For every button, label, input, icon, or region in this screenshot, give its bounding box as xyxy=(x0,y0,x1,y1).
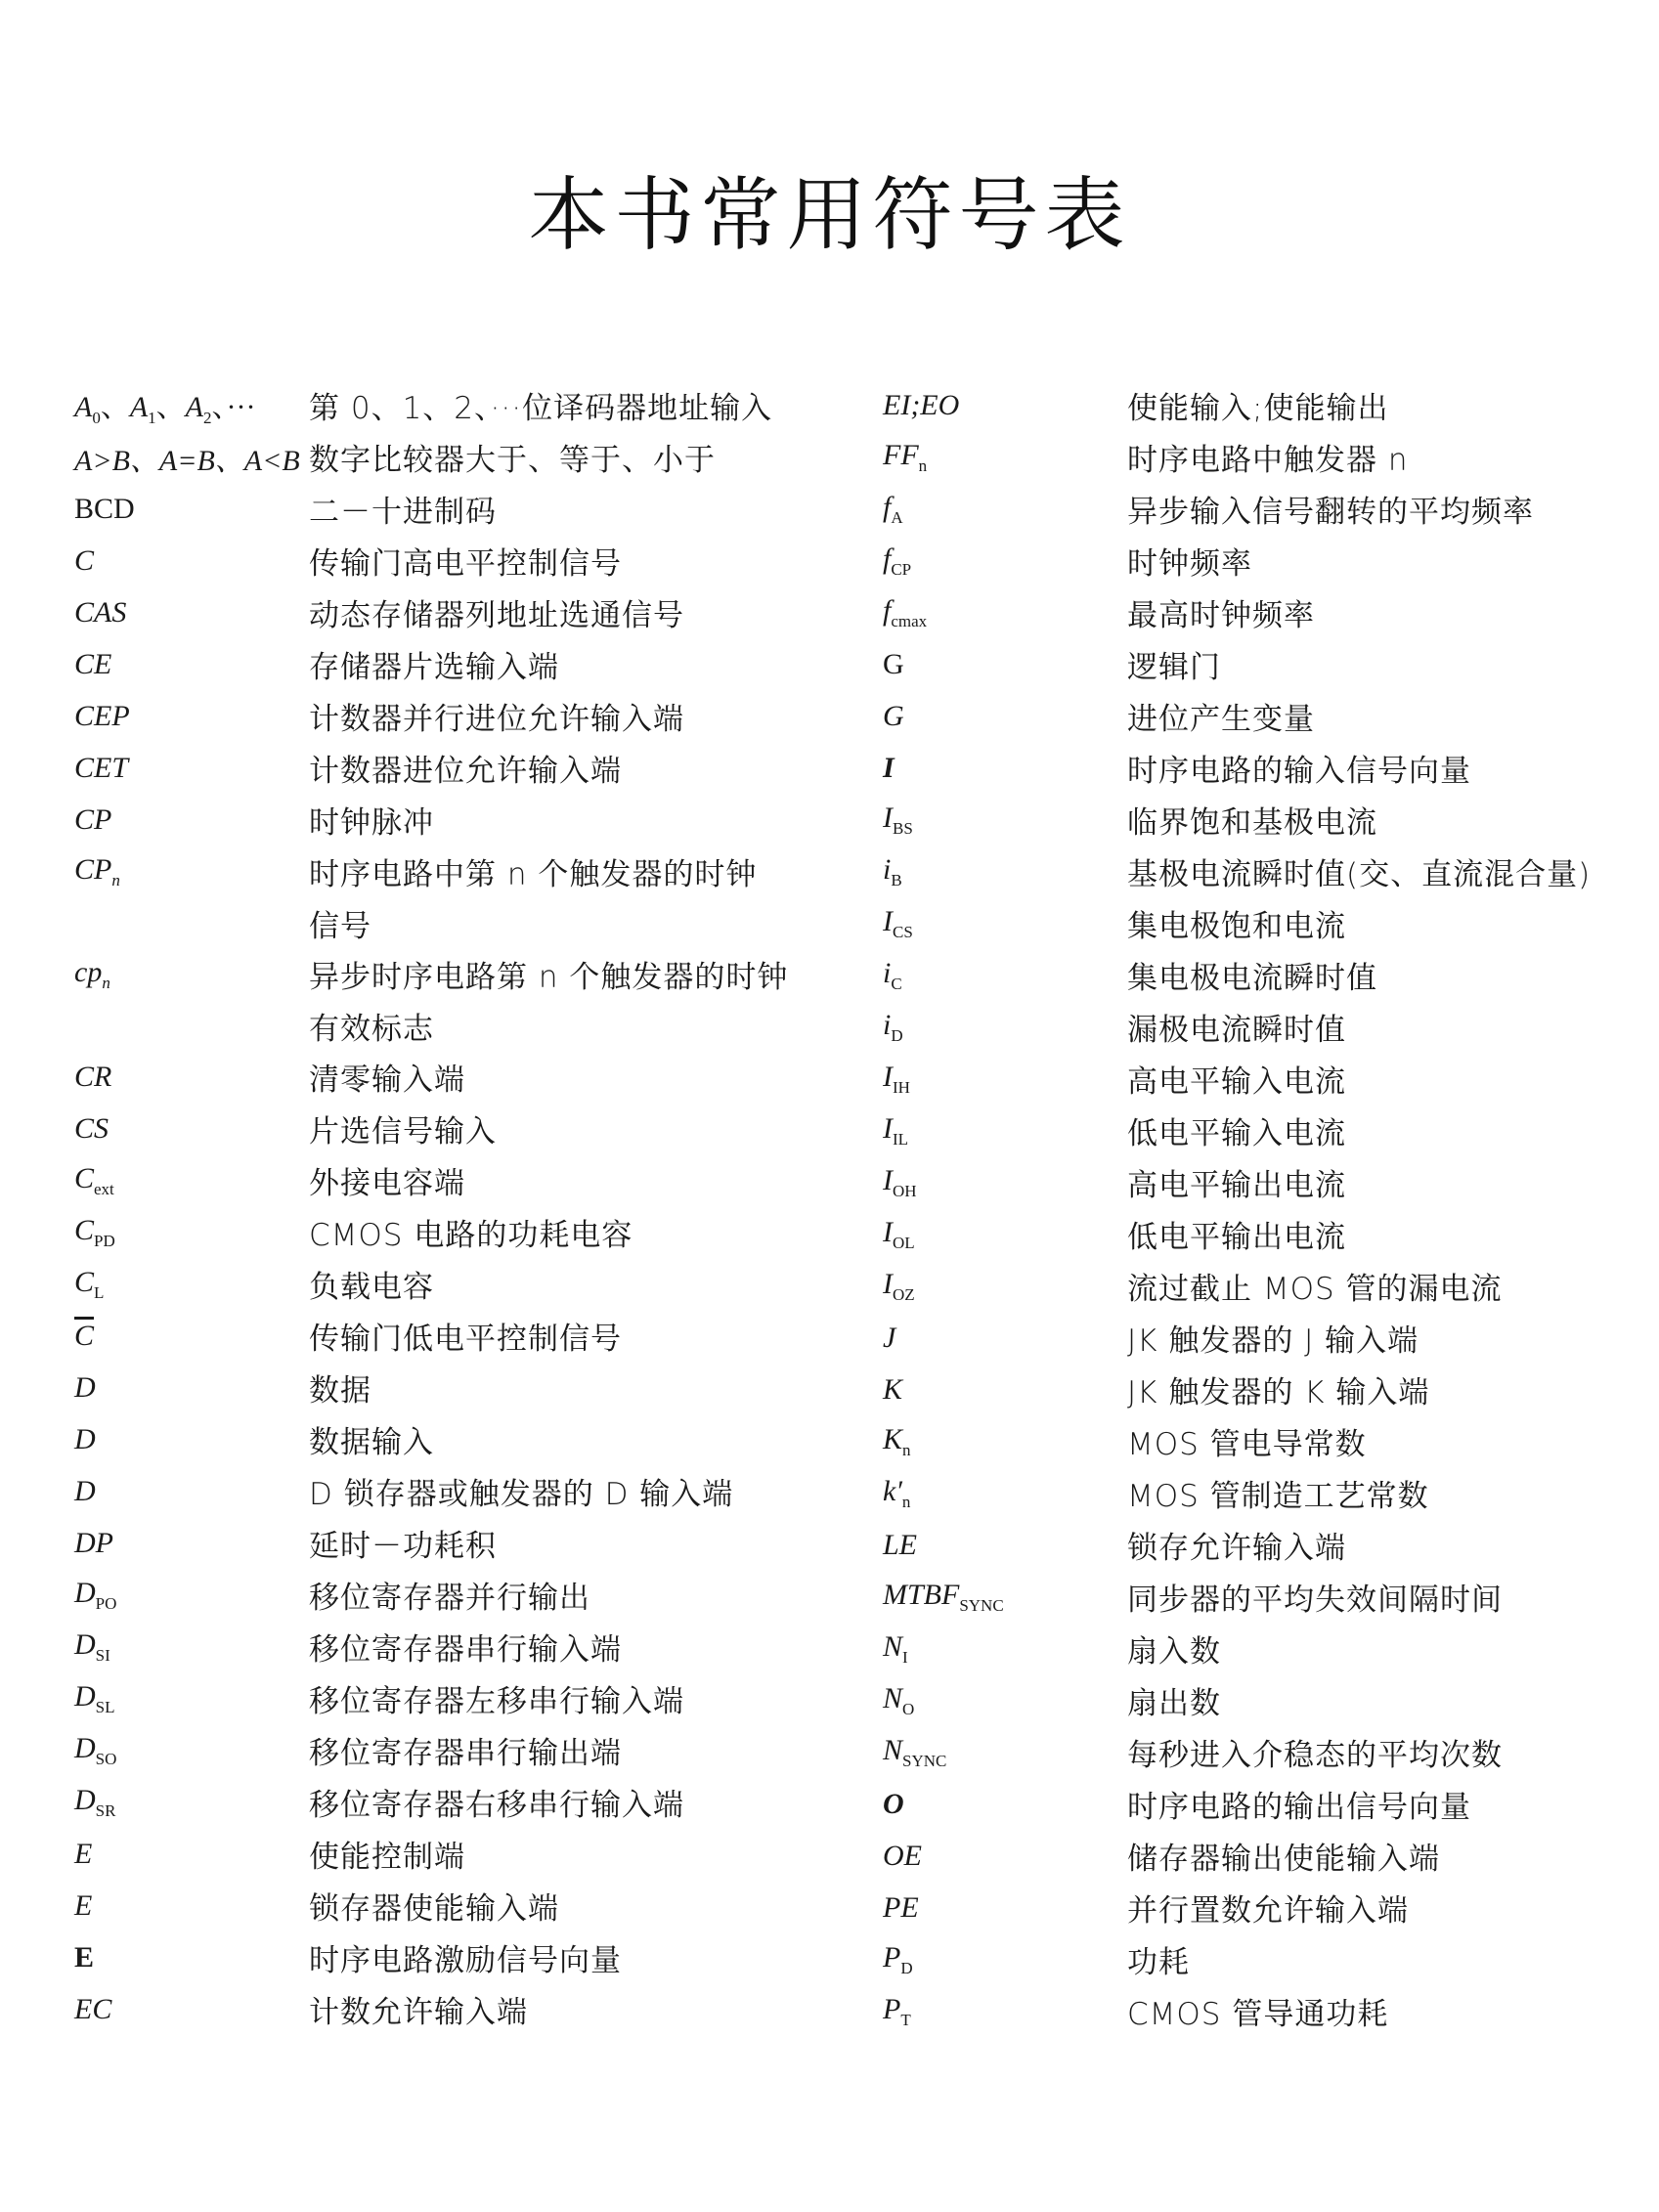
symbol xyxy=(74,1941,309,1974)
symbol xyxy=(74,1061,309,1094)
symbol-subscript: D xyxy=(900,1958,913,1977)
symbol-row xyxy=(74,1154,856,1206)
symbol-part: E xyxy=(74,1837,93,1870)
symbol xyxy=(74,803,309,837)
symbol-row xyxy=(74,638,856,690)
symbol-description: 移位寄存器左移串行输入端 xyxy=(309,1684,684,1719)
symbol-row xyxy=(74,1983,856,2035)
symbol-part: FF xyxy=(883,438,919,471)
symbol-description: 数字比较器大于、等于、小于 xyxy=(309,443,716,478)
symbol-description: 时序电路中触发器 n xyxy=(1127,443,1409,478)
symbol-row xyxy=(883,483,1655,535)
symbol xyxy=(883,1579,1127,1616)
symbol-row xyxy=(883,1674,1655,1726)
symbol-row xyxy=(74,1413,856,1465)
symbol-row xyxy=(883,949,1655,1001)
symbol-part: CE xyxy=(74,647,112,680)
symbol xyxy=(883,1891,1127,1925)
symbol-row xyxy=(74,1776,856,1828)
symbol-subscript: SI xyxy=(95,1645,110,1665)
symbol-description: 扇出数 xyxy=(1127,1686,1221,1721)
symbol-subscript: SYNC xyxy=(959,1595,1004,1615)
symbol-part: E xyxy=(74,1888,93,1922)
symbol-subscript: n xyxy=(918,455,928,475)
symbol-row xyxy=(74,1000,856,1051)
symbol-part: cp xyxy=(74,955,103,988)
symbol-part: I xyxy=(883,1215,893,1248)
symbol xyxy=(883,1112,1127,1149)
symbol-subscript: n xyxy=(901,1492,911,1511)
symbol-row xyxy=(74,1258,856,1310)
symbol xyxy=(883,1322,1127,1355)
symbol-description: MOS 管电导常数 xyxy=(1127,1427,1367,1462)
symbol-row xyxy=(74,1931,856,1983)
symbol-row xyxy=(883,1001,1655,1053)
symbol-description: 移位寄存器并行输出 xyxy=(309,1581,590,1616)
symbol-part: CR xyxy=(74,1060,112,1093)
symbol xyxy=(883,491,1127,528)
symbol xyxy=(883,957,1127,994)
symbol-part: C xyxy=(74,543,95,577)
symbol-description: 片选信号输入 xyxy=(309,1114,497,1149)
symbol-subscript: A xyxy=(891,507,903,527)
symbol-row xyxy=(883,535,1655,586)
symbol-part: K xyxy=(883,1422,903,1455)
symbol-part: D xyxy=(74,1679,96,1713)
symbol xyxy=(883,1373,1127,1407)
symbol xyxy=(883,1009,1127,1046)
symbol-part: G xyxy=(883,647,904,680)
symbol-description: 第 0、1、2、···位译码器地址输入 xyxy=(309,391,773,426)
symbol-description: 使能输入;使能输出 xyxy=(1127,391,1389,426)
symbol-subscript: n xyxy=(102,973,110,992)
symbol-description: 时序电路激励信号向量 xyxy=(309,1943,622,1978)
symbol-description: 漏极电流瞬时值 xyxy=(1127,1013,1346,1048)
symbol-description: 移位寄存器串行输出端 xyxy=(309,1736,622,1771)
symbol-row xyxy=(74,690,856,742)
symbol-subscript: SL xyxy=(95,1697,115,1716)
symbol-row xyxy=(883,1105,1655,1156)
symbol-part: I xyxy=(883,1111,893,1145)
symbol-subscript: SR xyxy=(95,1800,116,1820)
symbol-description: 逻辑门 xyxy=(1127,650,1221,685)
symbol-subscript: OZ xyxy=(893,1284,915,1304)
symbol-part: I xyxy=(883,904,893,937)
symbol-subscript: IL xyxy=(893,1129,909,1149)
symbol-subscript: B xyxy=(891,870,902,889)
symbol xyxy=(883,1529,1127,1562)
symbol-row xyxy=(883,1260,1655,1312)
symbol xyxy=(883,1788,1127,1821)
symbol-row xyxy=(74,1880,856,1931)
symbol-list-right xyxy=(883,379,1655,2037)
symbol-part: CP xyxy=(74,852,112,886)
symbol-row xyxy=(74,483,856,535)
symbol xyxy=(883,1630,1127,1668)
symbol-part: I xyxy=(883,801,893,834)
symbol xyxy=(74,1475,309,1508)
symbol-row xyxy=(883,379,1655,431)
symbol-part: A xyxy=(129,391,149,423)
symbol-part: CAS xyxy=(74,595,127,629)
symbol-part: EI;EO xyxy=(883,388,960,421)
symbol-description: 流过截止 MOS 管的漏电流 xyxy=(1127,1272,1503,1307)
symbol-description: 数据输入 xyxy=(309,1425,434,1460)
symbol xyxy=(883,700,1127,733)
symbol xyxy=(74,1993,309,2026)
symbol xyxy=(74,752,309,785)
symbol-subscript: L xyxy=(94,1282,105,1302)
symbol-part: D xyxy=(74,1783,96,1816)
symbol xyxy=(883,1268,1127,1305)
symbol xyxy=(883,1993,1127,2030)
symbol xyxy=(74,853,309,890)
symbol-row xyxy=(883,794,1655,846)
symbol-part: C xyxy=(74,1213,95,1246)
symbol-part: N xyxy=(883,1681,903,1714)
symbol-subscript: PO xyxy=(95,1593,117,1613)
symbol-description: CMOS 电路的功耗电容 xyxy=(309,1218,633,1253)
symbol-description: 计数允许输入端 xyxy=(309,1995,528,2030)
symbol-subscript: 0 xyxy=(92,409,101,427)
symbol-part: BCD xyxy=(74,492,135,525)
symbol-part: N xyxy=(883,1629,903,1663)
symbol-row xyxy=(74,1621,856,1672)
symbol-row xyxy=(74,431,856,483)
symbol-row xyxy=(74,1569,856,1621)
symbol-part: P xyxy=(883,1992,901,2025)
symbol-description: 时序电路的输入信号向量 xyxy=(1127,754,1471,789)
symbol-description: 传输门高电平控制信号 xyxy=(309,546,622,582)
symbol-row xyxy=(883,586,1655,638)
symbol-row xyxy=(883,1519,1655,1571)
symbol-row xyxy=(883,1156,1655,1208)
symbol-part: DP xyxy=(74,1526,113,1559)
symbol xyxy=(74,1784,309,1821)
symbol xyxy=(883,802,1127,839)
symbol-row xyxy=(883,1778,1655,1830)
symbol-description: 异步时序电路第 n 个触发器的时钟 xyxy=(309,960,789,995)
symbol-row xyxy=(74,1828,856,1880)
symbol xyxy=(883,1682,1127,1719)
symbol-description: 信号 xyxy=(309,908,371,944)
symbol-row xyxy=(74,1206,856,1258)
symbol-part: D xyxy=(74,1627,96,1661)
symbol xyxy=(883,439,1127,476)
symbol xyxy=(74,1112,309,1146)
symbol-row xyxy=(883,1208,1655,1260)
symbol xyxy=(74,1680,309,1717)
symbol-part: J xyxy=(883,1321,896,1354)
symbol-part: CS xyxy=(74,1111,109,1145)
symbol-description: JK 触发器的 K 输入端 xyxy=(1127,1375,1430,1410)
symbol-row xyxy=(883,690,1655,742)
symbol-description: 同步器的平均失效间隔时间 xyxy=(1127,1583,1503,1618)
symbol-part: OE xyxy=(883,1839,922,1872)
symbol-description: 进位产生变量 xyxy=(1127,702,1315,737)
symbol-row xyxy=(74,379,856,431)
symbol-description: 移位寄存器串行输入端 xyxy=(309,1632,622,1668)
symbol-row xyxy=(74,535,856,586)
symbol-row xyxy=(883,1623,1655,1674)
symbol xyxy=(883,1164,1127,1201)
symbol-description: 计数器进位允许输入端 xyxy=(309,754,622,789)
symbol-part: I xyxy=(883,1267,893,1300)
symbol-description: 扇入数 xyxy=(1127,1634,1221,1670)
symbol-description: MOS 管制造工艺常数 xyxy=(1127,1479,1429,1514)
symbol-part: A>B、A=B、A<B xyxy=(74,444,300,477)
symbol xyxy=(883,1840,1127,1873)
symbol-description: 并行置数允许输入端 xyxy=(1127,1893,1409,1929)
symbol xyxy=(74,436,309,479)
symbol xyxy=(74,1628,309,1666)
symbol-row xyxy=(74,1517,856,1569)
symbol-part: P xyxy=(883,1940,901,1973)
symbol-description: 高电平输出电流 xyxy=(1127,1168,1346,1203)
symbol-description: 锁存器使能输入端 xyxy=(309,1891,559,1927)
symbol-part: K xyxy=(883,1372,903,1406)
symbol xyxy=(74,1214,309,1251)
symbol xyxy=(883,648,1127,681)
symbol-description: 基极电流瞬时值(交、直流混合量) xyxy=(1127,857,1592,892)
symbol-subscript: OH xyxy=(893,1181,917,1200)
symbol-row xyxy=(883,638,1655,690)
symbol-row xyxy=(883,1571,1655,1623)
symbol-description: 集电极电流瞬时值 xyxy=(1127,961,1377,996)
symbol-description: 存储器片选输入端 xyxy=(309,650,559,685)
symbol xyxy=(883,542,1127,580)
symbol-row xyxy=(74,1051,856,1103)
symbol-part: CET xyxy=(74,751,129,784)
symbol-subscript: D xyxy=(891,1025,903,1045)
symbol-description: JK 触发器的 J 输入端 xyxy=(1127,1323,1419,1359)
symbol-row xyxy=(883,1726,1655,1778)
symbol-description: 清零输入端 xyxy=(309,1063,465,1098)
symbol xyxy=(74,596,309,629)
symbol-description: 集电极饱和电流 xyxy=(1127,909,1346,944)
symbol-row xyxy=(74,1362,856,1413)
symbol-description: 移位寄存器右移串行输入端 xyxy=(309,1788,684,1823)
symbol-part: CEP xyxy=(74,699,130,732)
symbol-description: 负载电容 xyxy=(309,1270,434,1305)
symbol xyxy=(74,544,309,578)
symbol-part: i xyxy=(883,1008,892,1041)
symbol xyxy=(74,1266,309,1303)
symbol-part: 、 xyxy=(155,391,186,423)
symbol-description: 低电平输入电流 xyxy=(1127,1116,1346,1151)
symbol-list-left xyxy=(74,379,856,2035)
symbol-row xyxy=(883,1467,1655,1519)
symbol xyxy=(74,1423,309,1456)
symbol-part: N xyxy=(883,1733,903,1766)
symbol xyxy=(74,1371,309,1405)
symbol xyxy=(74,1162,309,1199)
symbol xyxy=(883,853,1127,890)
symbol xyxy=(74,700,309,733)
symbol-subscript: SO xyxy=(95,1749,117,1768)
symbol-description: CMOS 管导通功耗 xyxy=(1127,1997,1389,2032)
symbol-row xyxy=(883,897,1655,949)
symbol xyxy=(883,1216,1127,1253)
symbol-part: 、··· xyxy=(211,391,256,423)
symbol-description: 异步输入信号翻转的平均频率 xyxy=(1127,495,1534,530)
symbol-subscript: I xyxy=(902,1647,908,1667)
symbol-row xyxy=(74,1724,856,1776)
symbol xyxy=(74,1732,309,1769)
symbol-part: D xyxy=(74,1422,96,1455)
symbol-part: LE xyxy=(883,1528,918,1561)
symbol-part: C xyxy=(74,1265,95,1298)
symbol-row xyxy=(74,1103,856,1154)
symbol-subscript: CS xyxy=(893,922,913,941)
symbol-subscript: PD xyxy=(94,1231,115,1250)
symbol-part: A xyxy=(185,391,203,423)
symbol xyxy=(74,1889,309,1923)
symbol-part: G xyxy=(883,699,904,732)
symbol-row xyxy=(74,794,856,846)
symbol xyxy=(883,1734,1127,1771)
symbol-part: f xyxy=(883,490,892,523)
symbol-row xyxy=(883,1933,1655,1985)
symbol-description: 最高时钟频率 xyxy=(1127,598,1315,633)
symbol xyxy=(883,1423,1127,1460)
symbol-row xyxy=(74,948,856,1000)
symbol xyxy=(883,389,1127,422)
symbol-subscript: CP xyxy=(891,559,912,579)
symbol-description: 高电平输入电流 xyxy=(1127,1064,1346,1100)
symbol-row xyxy=(883,1882,1655,1933)
symbol-subscript: OL xyxy=(893,1233,915,1252)
symbol xyxy=(74,648,309,681)
symbol-subscript: C xyxy=(891,974,902,993)
symbol xyxy=(883,594,1127,631)
symbol xyxy=(74,493,309,526)
symbol-description: 有效标志 xyxy=(309,1011,434,1047)
symbol-part: CP xyxy=(74,802,112,836)
symbol xyxy=(74,1320,309,1353)
symbol-description: 每秒进入介稳态的平均次数 xyxy=(1127,1738,1503,1773)
symbol-row xyxy=(74,1465,856,1517)
symbol-description: 时钟频率 xyxy=(1127,546,1252,582)
symbol-part: $\overline{C}$ xyxy=(74,1319,95,1352)
symbol-part: f xyxy=(883,593,892,627)
symbol-description: 时序电路的输出信号向量 xyxy=(1127,1790,1471,1825)
symbol-row xyxy=(883,1364,1655,1415)
symbol xyxy=(74,956,309,993)
symbol-row xyxy=(74,742,856,794)
symbol-subscript: n xyxy=(902,1440,911,1459)
symbol-part: A xyxy=(74,391,93,423)
symbol-part: f xyxy=(883,542,892,575)
symbol-subscript: T xyxy=(900,2010,911,2029)
symbol-row xyxy=(883,1415,1655,1467)
symbol-row xyxy=(883,1053,1655,1105)
symbol-description: 二－十进制码 xyxy=(309,495,497,530)
symbol-row xyxy=(883,1312,1655,1364)
symbol-part: MTBF xyxy=(883,1578,960,1611)
symbol-part: i xyxy=(883,852,892,886)
symbol-part: I xyxy=(883,1163,893,1196)
page-title: 本书常用符号表 xyxy=(528,169,1131,262)
symbol-row xyxy=(74,586,856,638)
symbol xyxy=(74,1577,309,1614)
symbol-row xyxy=(74,897,856,948)
symbol-subscript: IH xyxy=(893,1077,910,1097)
symbol-part: O xyxy=(883,1787,904,1820)
symbol-subscript: 1 xyxy=(148,409,156,427)
symbol-part: k′ xyxy=(883,1474,902,1507)
symbol-subscript: SYNC xyxy=(902,1751,947,1770)
symbol-description: 临界饱和基极电流 xyxy=(1127,805,1377,841)
symbol-part: D xyxy=(74,1576,96,1609)
symbol-row xyxy=(883,846,1655,897)
symbol-description: 锁存允许输入端 xyxy=(1127,1531,1346,1566)
symbol-part: C xyxy=(74,1161,95,1194)
symbol-description: 外接电容端 xyxy=(309,1166,465,1201)
symbol-row xyxy=(883,742,1655,794)
symbol-part: I xyxy=(883,751,895,784)
symbol-row xyxy=(883,1985,1655,2037)
symbol xyxy=(883,1475,1127,1512)
symbol-description: 动态存储器列地址选通信号 xyxy=(309,598,684,633)
symbol-subscript: n xyxy=(111,870,120,889)
symbol-description: 储存器输出使能输入端 xyxy=(1127,1842,1440,1877)
symbol-row xyxy=(74,846,856,897)
symbol-part: 、 xyxy=(100,391,130,423)
symbol-subscript: cmax xyxy=(891,611,928,630)
symbol xyxy=(74,1527,309,1560)
symbol-subscript: BS xyxy=(893,818,913,838)
symbol-subscript: 2 xyxy=(202,409,212,427)
symbol xyxy=(883,752,1127,785)
symbol-part: E xyxy=(74,1940,95,1973)
symbol-row xyxy=(883,1830,1655,1882)
symbol-part: EC xyxy=(74,1992,112,2025)
symbol xyxy=(883,1941,1127,1978)
symbol xyxy=(883,905,1127,942)
symbol-description: D 锁存器或触发器的 D 输入端 xyxy=(309,1477,734,1512)
symbol-description: 功耗 xyxy=(1127,1945,1190,1980)
symbol-description: 时序电路中第 n 个触发器的时钟 xyxy=(309,857,758,892)
symbol xyxy=(883,1061,1127,1098)
symbol-description: 计数器并行进位允许输入端 xyxy=(309,702,684,737)
symbol-part: D xyxy=(74,1370,96,1404)
symbol-part: I xyxy=(883,1060,893,1093)
symbol-description: 低电平输出电流 xyxy=(1127,1220,1346,1255)
symbol-description: 时钟脉冲 xyxy=(309,805,434,841)
symbol-description: 数据 xyxy=(309,1373,371,1409)
symbol-row xyxy=(883,431,1655,483)
symbol xyxy=(74,1838,309,1871)
symbol-row xyxy=(74,1672,856,1724)
symbol-row xyxy=(74,1310,856,1362)
symbol-part: D xyxy=(74,1474,96,1507)
symbol-subscript: O xyxy=(902,1699,915,1718)
symbol-part: i xyxy=(883,956,892,989)
symbol-part: D xyxy=(74,1731,96,1764)
symbol-description: 传输门低电平控制信号 xyxy=(309,1322,622,1357)
symbol-description: 使能控制端 xyxy=(309,1840,465,1875)
symbol xyxy=(74,382,309,428)
symbol-description: 延时－功耗积 xyxy=(309,1529,497,1564)
symbol-part: PE xyxy=(883,1890,919,1924)
symbol-subscript: ext xyxy=(94,1179,114,1198)
